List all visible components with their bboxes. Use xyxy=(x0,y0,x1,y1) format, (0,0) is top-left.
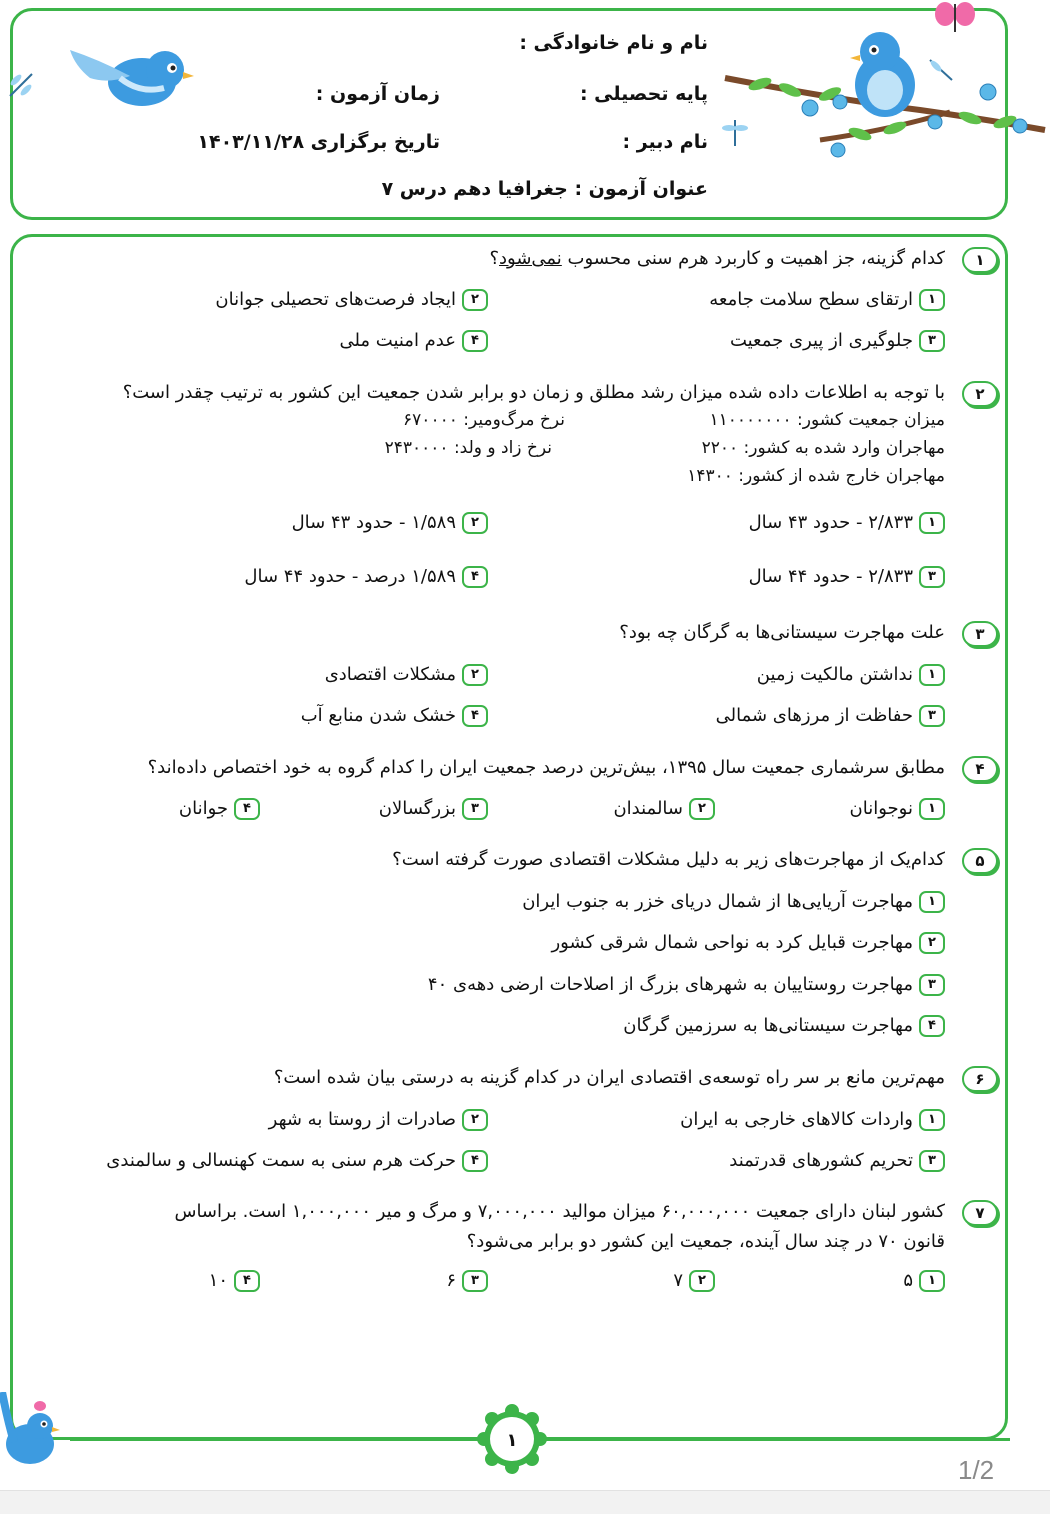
option[interactable]: ۲۷ xyxy=(673,1270,715,1292)
question-text: کدام‌یک از مهاجرت‌های زیر به دلیل مشکلات اقتصادی صورت گرفته است؟ xyxy=(392,849,945,870)
option[interactable]: ۴۱/۵۸۹ درصد - حدود ۴۴ سال xyxy=(244,566,488,588)
option[interactable]: ۳حفاظت از مرزهای شمالی xyxy=(716,705,945,727)
population-info: میزان جمعیت کشور: ۱۱۰۰۰۰۰۰۰ xyxy=(709,410,945,430)
question-number: ۵ xyxy=(962,848,998,874)
option[interactable]: ۲سالمندان xyxy=(613,798,715,820)
option[interactable]: ۳بزرگسالان xyxy=(379,798,488,820)
student-name-label: نام و نام خانوادگی : xyxy=(519,32,708,54)
question-text: با توجه به اطلاعات داده شده میزان رشد مطلق و زمان دو برابر شدن جمعیت این کشور به ترتیب چقدر است؟ xyxy=(122,382,945,403)
option[interactable]: ۲مشکلات اقتصادی xyxy=(325,664,488,686)
question-text-line-2: قانون ۷۰ در چند سال آینده، جمعیت این کشور دو برابر می‌شود؟ xyxy=(466,1231,945,1252)
option[interactable]: ۴خشک شدن منابع آب xyxy=(301,705,488,727)
question-number: ۷ xyxy=(962,1200,998,1226)
question-number: ۴ xyxy=(962,756,998,782)
question-emphasis: نمی‌شود xyxy=(499,248,562,269)
option[interactable]: ۳مهاجرت روستاییان به شهرهای بزرگ از اصلاحات ارضی دهه‌ی ۴۰ xyxy=(428,974,945,996)
question-number: ۳ xyxy=(962,621,998,647)
question-number: ۶ xyxy=(962,1066,998,1092)
option[interactable]: ۴حرکت هرم سنی به سمت کهنسالی و سالمندی xyxy=(106,1150,488,1172)
option[interactable]: ۳جلوگیری از پیری جمعیت xyxy=(730,330,945,352)
option[interactable]: ۴۱۰ xyxy=(209,1270,260,1292)
option[interactable]: ۱نوجوانان xyxy=(850,798,945,820)
option[interactable]: ۳۶ xyxy=(446,1270,488,1292)
option[interactable]: ۲صادرات از روستا به شهر xyxy=(269,1109,488,1131)
viewer-bottom-bar xyxy=(0,1490,1050,1514)
option[interactable]: ۴جوانان xyxy=(179,798,260,820)
exam-title: عنوان آزمون : جغرافیا دهم درس ۷ xyxy=(381,178,708,200)
page-number: ۱ xyxy=(506,1430,518,1451)
question-text: مهم‌ترین مانع بر سر راه توسعه‌ی اقتصادی ایران در کدام گزینه به درستی بیان شده است؟ xyxy=(273,1067,945,1088)
birth-rate-info: نرخ زاد و ولد: ۲۴۳۰۰۰۰ xyxy=(384,438,552,458)
option[interactable]: ۲ایجاد فرصت‌های تحصیلی جوانان xyxy=(215,289,488,311)
branch-bird-illustration-right xyxy=(720,30,1050,170)
immigrants-info: مهاجران وارد شده به کشور: ۲۲۰۰ xyxy=(701,438,945,458)
butterfly-icon-top xyxy=(930,0,980,40)
question-number: ۱ xyxy=(962,247,998,273)
option[interactable]: ۲مهاجرت قبایل کرد به نواحی شمال شرقی کشور xyxy=(551,932,945,954)
dragonfly-icon-right xyxy=(720,118,750,148)
dragonfly-icon-left xyxy=(6,70,36,100)
option[interactable]: ۳تحریم کشورهای قدرتمند xyxy=(729,1150,945,1172)
question-text: علت مهاجرت سیستانی‌ها به گرگان چه بود؟ xyxy=(619,622,945,643)
question-number: ۲ xyxy=(962,381,998,407)
option[interactable]: ۱نداشتن مالکیت زمین xyxy=(757,664,945,686)
option[interactable]: ۱۲/۸۳۳ - حدود ۴۳ سال xyxy=(749,512,945,534)
option[interactable]: ۱۵ xyxy=(903,1270,945,1292)
page-indicator: 1/2 xyxy=(958,1455,995,1485)
question-text-line-1: کشور لبنان دارای جمعیت ۶۰,۰۰۰,۰۰۰ میزان موالید ۷,۰۰۰,۰۰۰ و مرگ و میر ۱,۰۰۰,۰۰۰ است. براساس xyxy=(174,1201,945,1222)
option[interactable]: ۲۱/۵۸۹ - حدود ۴۳ سال xyxy=(292,512,488,534)
emigrants-info: مهاجران خارج شده از کشور: ۱۴۳۰۰ xyxy=(687,466,945,486)
option[interactable]: ۱مهاجرت آریایی‌ها از شمال دریای خزر به جنوب ایران xyxy=(522,891,945,913)
exam-time-label: زمان آزمون : xyxy=(315,83,440,105)
option[interactable]: ۳۲/۸۳۳ - حدود ۴۴ سال xyxy=(749,566,945,588)
grade-label: پایه تحصیلی : xyxy=(579,83,708,105)
page-number-badge xyxy=(477,1404,547,1474)
question-text: کدام گزینه، جز اهمیت و کاربرد هرم سنی محسوب نمی‌شود؟ xyxy=(489,248,945,269)
teacher-name-label: نام دبیر : xyxy=(622,131,708,153)
bird-illustration-left xyxy=(60,38,200,110)
option[interactable]: ۴مهاجرت سیستانی‌ها به سرزمین گرگان xyxy=(623,1015,945,1037)
option[interactable]: ۴عدم امنیت ملی xyxy=(339,330,488,352)
question-text: مطابق سرشماری جمعیت سال ۱۳۹۵، بیش‌ترین درصد جمعیت ایران را کدام گروه به خود اختصاص داده‌اند؟ xyxy=(147,757,945,778)
option[interactable]: ۱ارتقای سطح سلامت جامعه xyxy=(709,289,945,311)
death-rate-info: نرخ مرگ‌ومیر: ۶۷۰۰۰۰ xyxy=(403,410,565,430)
option[interactable]: ۱واردات کالاهای خارجی به ایران xyxy=(680,1109,945,1131)
exam-date-label: تاریخ برگزاری ۱۴۰۳/۱۱/۲۸ xyxy=(197,131,440,153)
bird-illustration-bottom xyxy=(0,1392,70,1472)
